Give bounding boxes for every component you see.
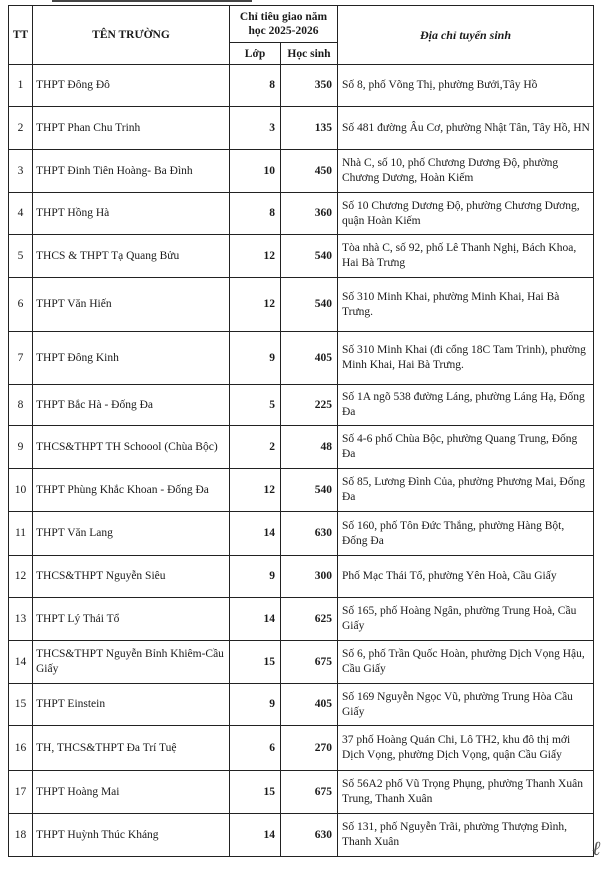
table-row — [9, 512, 594, 556]
row-index: 16 — [9, 726, 33, 771]
student-count: 630 — [281, 814, 338, 857]
class-count: 8 — [230, 65, 281, 107]
table-row — [9, 641, 594, 684]
row-index: 9 — [9, 426, 33, 469]
class-count: 10 — [230, 150, 281, 193]
row-index: 17 — [9, 771, 33, 814]
header-tt: TT — [9, 6, 33, 65]
row-index: 1 — [9, 65, 33, 107]
table-row — [9, 65, 594, 107]
table-row — [9, 426, 594, 469]
school-name: THPT Văn Lang — [33, 512, 230, 556]
class-count: 3 — [230, 107, 281, 150]
student-count: 135 — [281, 107, 338, 150]
class-count: 5 — [230, 385, 281, 426]
header-row — [9, 6, 594, 43]
row-index: 18 — [9, 814, 33, 857]
school-name: TH, THCS&THPT Đa Trí Tuệ — [33, 726, 230, 771]
student-count: 225 — [281, 385, 338, 426]
school-name: THPT Hoàng Mai — [33, 771, 230, 814]
handwritten-mark: ℓ — [592, 838, 601, 860]
class-count: 9 — [230, 556, 281, 598]
row-index: 12 — [9, 556, 33, 598]
class-count: 15 — [230, 771, 281, 814]
row-index: 3 — [9, 150, 33, 193]
address-cell: Phố Mạc Thái Tổ, phường Yên Hoà, Cầu Giấy — [338, 556, 594, 598]
student-count: 540 — [281, 278, 338, 332]
student-count: 48 — [281, 426, 338, 469]
table-row — [9, 150, 594, 193]
school-name: THPT Hồng Hà — [33, 193, 230, 235]
row-index: 7 — [9, 332, 33, 385]
header-students: Học sinh — [281, 43, 338, 65]
table-row — [9, 814, 594, 857]
top-rule — [52, 0, 252, 2]
student-count: 350 — [281, 65, 338, 107]
row-index: 15 — [9, 684, 33, 726]
address-cell: Số 1A ngõ 538 đường Láng, phường Láng Hạ, Đống Đa — [338, 385, 594, 426]
row-index: 4 — [9, 193, 33, 235]
table-row — [9, 235, 594, 278]
row-index: 10 — [9, 469, 33, 512]
row-index: 11 — [9, 512, 33, 556]
address-cell: Số 85, Lương Đình Của, phường Phương Mai, Đống Đa — [338, 469, 594, 512]
table-row — [9, 771, 594, 814]
address-cell: Số 310 Minh Khai, phường Minh Khai, Hai Bà Trưng. — [338, 278, 594, 332]
school-name: THPT Huỳnh Thúc Kháng — [33, 814, 230, 857]
address-cell: Số 4-6 phố Chùa Bộc, phường Quang Trung, Đống Đa — [338, 426, 594, 469]
table-row — [9, 469, 594, 512]
class-count: 8 — [230, 193, 281, 235]
student-count: 405 — [281, 684, 338, 726]
school-name: THPT Lý Thái Tổ — [33, 598, 230, 641]
table-row — [9, 332, 594, 385]
row-index: 6 — [9, 278, 33, 332]
table-row — [9, 107, 594, 150]
class-count: 6 — [230, 726, 281, 771]
address-cell: Tòa nhà C, số 92, phố Lê Thanh Nghị, Bách Khoa, Hai Bà Trưng — [338, 235, 594, 278]
table-row — [9, 726, 594, 771]
student-count: 625 — [281, 598, 338, 641]
row-index: 14 — [9, 641, 33, 684]
table-body — [9, 65, 594, 857]
class-count: 14 — [230, 598, 281, 641]
class-count: 15 — [230, 641, 281, 684]
school-name: THCS&THPT Nguyễn Siêu — [33, 556, 230, 598]
header-quota: Chỉ tiêu giao năm học 2025-2026 — [230, 6, 338, 43]
class-count: 9 — [230, 332, 281, 385]
class-count: 12 — [230, 469, 281, 512]
student-count: 270 — [281, 726, 338, 771]
school-name: THPT Einstein — [33, 684, 230, 726]
address-cell: Số 310 Minh Khai (đi cổng 18C Tam Trinh), phường Minh Khai, Hai Bà Trưng. — [338, 332, 594, 385]
address-cell: 37 phố Hoàng Quán Chi, Lô TH2, khu đô thị mới Dịch Vọng, phường Dịch Vọng, quận Cầu Giấy — [338, 726, 594, 771]
enrollment-table — [8, 5, 594, 857]
school-name: THPT Bắc Hà - Đống Đa — [33, 385, 230, 426]
school-name: THPT Đông Đô — [33, 65, 230, 107]
table-row — [9, 556, 594, 598]
address-cell: Số 6, phố Trần Quốc Hoàn, phường Dịch Vọng Hậu, Cầu Giấy — [338, 641, 594, 684]
address-cell: Số 169 Nguyễn Ngọc Vũ, phường Trung Hòa Cầu Giấy — [338, 684, 594, 726]
address-cell: Số 56A2 phố Vũ Trọng Phụng, phường Thanh Xuân Trung, Thanh Xuân — [338, 771, 594, 814]
address-cell: Số 160, phố Tôn Đức Thắng, phường Hàng Bột, Đống Đa — [338, 512, 594, 556]
table-row — [9, 598, 594, 641]
table-row — [9, 684, 594, 726]
student-count: 360 — [281, 193, 338, 235]
student-count: 300 — [281, 556, 338, 598]
address-cell: Số 131, phố Nguyễn Trãi, phường Thượng Đình, Thanh Xuân — [338, 814, 594, 857]
school-name: THPT Đông Kinh — [33, 332, 230, 385]
class-count: 9 — [230, 684, 281, 726]
class-count: 14 — [230, 512, 281, 556]
class-count: 14 — [230, 814, 281, 857]
school-name: THCS & THPT Tạ Quang Bửu — [33, 235, 230, 278]
school-name: THPT Đinh Tiên Hoàng- Ba Đình — [33, 150, 230, 193]
table-row — [9, 278, 594, 332]
address-cell: Nhà C, số 10, phố Chương Dương Độ, phường Chương Dương, Hoàn Kiếm — [338, 150, 594, 193]
row-index: 2 — [9, 107, 33, 150]
table-row — [9, 385, 594, 426]
header-school: TÊN TRƯỜNG — [33, 6, 230, 65]
address-cell: Số 8, phố Võng Thị, phường Bưởi,Tây Hồ — [338, 65, 594, 107]
school-name: THPT Phùng Khắc Khoan - Đống Đa — [33, 469, 230, 512]
class-count: 12 — [230, 235, 281, 278]
address-cell: Số 165, phố Hoàng Ngân, phường Trung Hoà, Cầu Giấy — [338, 598, 594, 641]
school-name: THCS&THPT TH Schoool (Chùa Bộc) — [33, 426, 230, 469]
header-address: Địa chỉ tuyển sinh — [338, 6, 594, 65]
student-count: 675 — [281, 641, 338, 684]
class-count: 12 — [230, 278, 281, 332]
school-name: THCS&THPT Nguyễn Bỉnh Khiêm-Cầu Giấy — [33, 641, 230, 684]
school-name: THPT Văn Hiến — [33, 278, 230, 332]
header-classes: Lớp — [230, 43, 281, 65]
row-index: 13 — [9, 598, 33, 641]
row-index: 8 — [9, 385, 33, 426]
student-count: 540 — [281, 469, 338, 512]
table-row — [9, 193, 594, 235]
address-cell: Số 481 đường Âu Cơ, phường Nhật Tân, Tây Hồ, HN — [338, 107, 594, 150]
class-count: 2 — [230, 426, 281, 469]
student-count: 675 — [281, 771, 338, 814]
student-count: 540 — [281, 235, 338, 278]
address-cell: Số 10 Chương Dương Độ, phường Chương Dương, quận Hoàn Kiếm — [338, 193, 594, 235]
student-count: 630 — [281, 512, 338, 556]
student-count: 405 — [281, 332, 338, 385]
school-name: THPT Phan Chu Trinh — [33, 107, 230, 150]
row-index: 5 — [9, 235, 33, 278]
student-count: 450 — [281, 150, 338, 193]
